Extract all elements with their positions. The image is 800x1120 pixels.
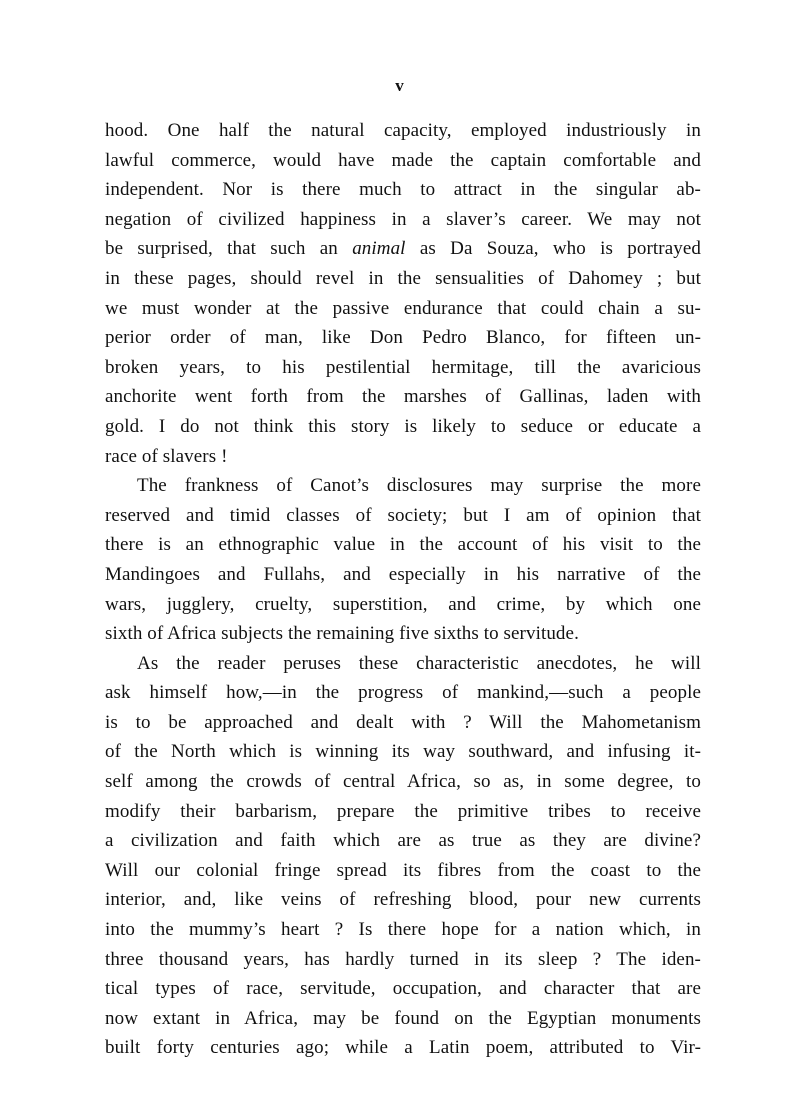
text-line: now extant in Africa, may be found on the Egyptian monuments	[105, 1007, 701, 1029]
text-line: tical types of race, servitude, occupation, and character that are	[105, 978, 701, 1000]
text-line: Will our colonial fringe spread its fibres from the coast to the	[105, 859, 701, 881]
text-line: modify their barbarism, prepare the primitive tribes to receive	[105, 800, 701, 822]
text-line: wars, jugglery, cruelty, superstition, and crime, by which one	[105, 593, 701, 615]
text-line: broken years, to his pestilential hermitage, till the avaricious	[105, 356, 701, 378]
text-line: Mandingoes and Fullahs, and especially in his narrative of the	[105, 563, 701, 585]
text-line: self among the crowds of central Africa, so as, in some degree, to	[105, 771, 701, 793]
text-line: built forty centuries ago; while a Latin poem, attributed to Vir-	[105, 1037, 701, 1059]
paragraph-1	[105, 116, 701, 471]
text-line: reserved and timid classes of society; but I am of opinion that	[105, 504, 701, 526]
text-line: negation of civilized happiness in a slaver’s career. We may not	[105, 208, 701, 230]
text-line: three thousand years, has hardly turned in its sleep ? The iden-	[105, 948, 701, 970]
paragraph-3	[105, 649, 701, 1063]
text-line	[105, 234, 701, 264]
text-segment: as Da Souza, who is portrayed	[405, 238, 702, 260]
text-line: hood. One half the natural capacity, employed industriously in	[105, 120, 701, 141]
text-line: perior order of man, like Don Pedro Blanco, for fifteen un-	[105, 327, 701, 349]
text-line: interior, and, like veins of refreshing blood, pour new currents	[105, 889, 701, 911]
text-line: As the reader peruses these characteristic anecdotes, he will	[137, 652, 701, 674]
text-line: of the North which is winning its way southward, and infusing it-	[105, 741, 701, 763]
text-line: is to be approached and dealt with ? Will the Mahometanism	[105, 711, 701, 733]
text-line: race of slavers !	[105, 445, 228, 467]
page-number: v	[395, 76, 405, 95]
text-line: The frankness of Canot’s disclosures may surprise the more	[137, 475, 701, 497]
text-line: lawful commerce, would have made the captain comfortable and	[105, 149, 701, 171]
text-line: into the mummy’s heart ? Is there hope for a nation which, in	[105, 919, 701, 941]
text-line: in these pages, should revel in the sensualities of Dahomey ; but	[105, 267, 701, 289]
text-line: there is an ethnographic value in the account of his visit to the	[105, 534, 701, 556]
italic-word: animal	[352, 238, 406, 260]
text-line: gold. I do not think this story is likely to seduce or educate a	[105, 415, 701, 437]
text-line: independent. Nor is there much to attract in the singular ab-	[105, 179, 701, 201]
text-line: a civilization and faith which are as true as they are divine?	[105, 830, 701, 852]
text-segment: be surprised, that such an	[105, 238, 353, 260]
text-line: sixth of Africa subjects the remaining five sixths to servitude.	[105, 623, 579, 645]
text-line: anchorite went forth from the marshes of Gallinas, laden with	[105, 386, 701, 408]
body-text	[105, 116, 701, 1063]
text-line: ask himself how,—in the progress of mankind,—such a people	[105, 682, 701, 704]
paragraph-2	[105, 471, 701, 649]
text-line: we must wonder at the passive endurance that could chain a su-	[105, 297, 701, 319]
